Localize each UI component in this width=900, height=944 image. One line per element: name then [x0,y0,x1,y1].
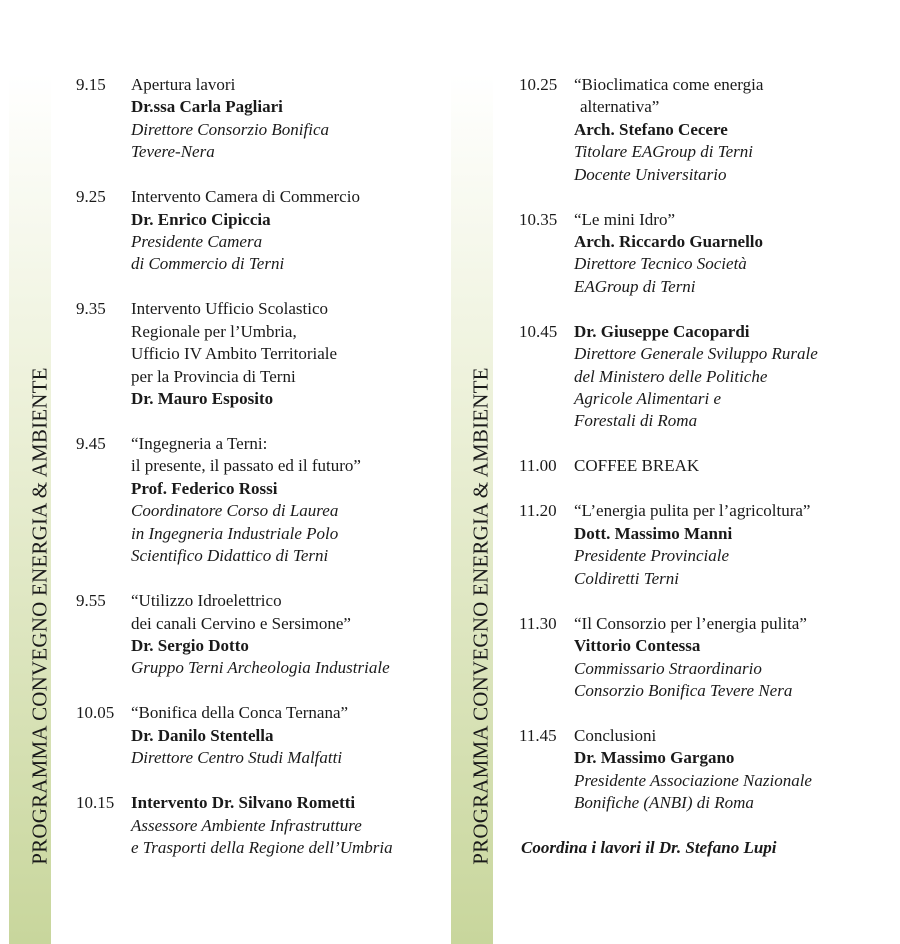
entry-topic-line: “Il Consorzio per l’energia pulita” [574,613,807,633]
entry-body [131,74,448,164]
entry-body [131,433,448,567]
program-entry [76,702,448,769]
program-entry [76,792,448,859]
entry-topic-line: Ufficio IV Ambito Territoriale [131,344,338,364]
entry-role-line: Forestali di Roma [574,411,698,431]
entry-role-line: Presidente Associazione Nazionale [574,770,812,790]
entry-topic-line: Conclusioni [574,725,657,745]
entry-role-line: EAGroup di Terni [574,276,696,296]
entry-role-line: Consorzio Bonifica Tevere Nera [574,680,793,700]
entry-time: 11.00 [519,456,557,476]
entry-time: 9.15 [76,75,106,94]
entry-role-line: Scientifico Didattico di Terni [131,546,329,566]
entry-role-line: Titolare EAGroup di Terni [574,142,753,162]
program-entry [519,321,889,433]
right-program-column [519,74,889,837]
entry-speaker-line: Dr. Mauro Esposito [131,389,274,409]
entry-topic-line: alternativa” [580,97,660,117]
entry-time: 9.45 [76,434,106,454]
side-title-right: PROGRAMMA CONVEGNO ENERGIA & AMBIENTE [468,367,493,865]
entry-speaker-line: Dr. Massimo Gargano [574,748,735,768]
entry-time: 10.05 [76,703,115,723]
entry-body [131,590,448,680]
entry-topic-line: “Le mini Idro” [574,209,676,229]
entry-topic-line: COFFEE BREAK [574,456,700,476]
entry-speaker-line: Dr. Sergio Dotto [131,635,249,655]
entry-topic-line: il presente, il passato ed il futuro” [131,456,361,476]
entry-time: 9.25 [76,187,106,207]
entry-role-line: Docente Universitario [574,164,727,184]
entry-role-line: Presidente Camera [131,232,263,252]
entry-role-line: Direttore Generale Sviluppo Rurale [574,344,818,364]
entry-time: 11.30 [519,613,557,633]
entry-topic-line: dei canali Cervino e Sersimone” [131,613,351,633]
entry-body [131,186,448,276]
entry-role-line: Direttore Consorzio Bonifica [131,119,330,139]
program-entry [519,209,889,299]
entry-role-line: del Ministero delle Politiche [574,366,768,386]
entry-topic-line: “Ingegneria a Terni: [131,434,268,454]
entry-speaker-line: Dott. Massimo Manni [574,523,733,543]
entry-body [574,500,889,590]
entry-role-line: e Trasporti della Regione dell’Umbria [131,837,393,857]
entry-body [574,321,889,433]
entry-topic-line: Regionale per l’Umbria, [131,321,297,341]
entry-topic-line: “Bonifica della Conca Ternana” [131,703,349,723]
entry-speaker-line: Vittorio Contessa [574,636,701,656]
entry-topic-line: per la Provincia di Terni [131,366,296,386]
entry-role-line: Commissario Straordinario [574,658,762,678]
entry-speaker-line: Dr. Giuseppe Cacopardi [574,321,750,341]
entry-role-line: Direttore Centro Studi Malfatti [131,748,343,768]
entry-role-line: Presidente Provinciale [574,546,729,566]
entry-speaker-line: Dr.ssa Carla Pagliari [131,97,283,117]
entry-body [131,702,448,769]
side-title-left: PROGRAMMA CONVEGNO ENERGIA & AMBIENTE [27,367,52,865]
coordinator-note: Coordina i lavori il Dr. Stefano Lupi [521,838,777,857]
program-entry [519,613,889,703]
program-entry [76,186,448,276]
entry-role-line: Gruppo Terni Archeologia Industriale [131,658,390,678]
entry-topic-line: “L’energia pulita per l’agricoltura” [574,501,811,521]
entry-topic-line: Intervento Camera di Commercio [131,187,360,207]
entry-topic-line: Apertura lavori [131,75,236,94]
entry-role-line: Coldiretti Terni [574,568,680,588]
entry-role-line: in Ingegneria Industriale Polo [131,523,339,543]
program-entry [519,74,889,186]
entry-body [574,455,889,477]
program-entry [519,455,889,477]
entry-time: 9.55 [76,591,106,611]
entry-role-line: Agricole Alimentari e [574,389,721,409]
program-entry [76,433,448,567]
entry-speaker-line: Dr. Danilo Stentella [131,725,274,745]
entry-role-line: Direttore Tecnico Società [574,254,747,274]
entry-role-line: Assessore Ambiente Infrastrutture [131,815,362,835]
program-entry [76,74,448,164]
entry-body [574,613,889,703]
entry-time: 10.15 [76,793,115,813]
entry-topic-line: Intervento Ufficio Scolastico [131,299,329,319]
entry-body [131,298,448,410]
entry-time: 10.25 [519,75,558,94]
entry-time: 11.20 [519,501,557,521]
entry-time: 10.45 [519,321,558,341]
left-program-column [76,74,448,882]
entry-speaker-line: Arch. Riccardo Guarnello [574,232,764,252]
entry-time: 11.45 [519,725,557,745]
entry-speaker-line: Prof. Federico Rossi [131,478,278,498]
entry-speaker-line: Intervento Dr. Silvano Rometti [131,793,356,813]
entry-body [574,725,889,815]
entry-topic-line: “Utilizzo Idroelettrico [131,591,282,611]
entry-speaker-line: Arch. Stefano Cecere [574,119,728,139]
entry-role-line: Coordinatore Corso di Laurea [131,501,339,521]
entry-role-line: di Commercio di Terni [131,254,285,274]
entry-body [131,792,448,859]
entry-body [574,74,889,186]
entry-time: 10.35 [519,209,558,229]
program-entry [519,500,889,590]
program-entry [76,298,448,410]
program-entry [76,590,448,680]
entry-role-line: Tevere-Nera [131,142,215,162]
program-entry [519,725,889,815]
entry-body [574,209,889,299]
entry-topic-line: “Bioclimatica come energia [574,75,764,94]
entry-speaker-line: Dr. Enrico Cipiccia [131,209,271,229]
entry-time: 9.35 [76,299,106,319]
entry-role-line: Bonifiche (ANBI) di Roma [574,793,754,813]
